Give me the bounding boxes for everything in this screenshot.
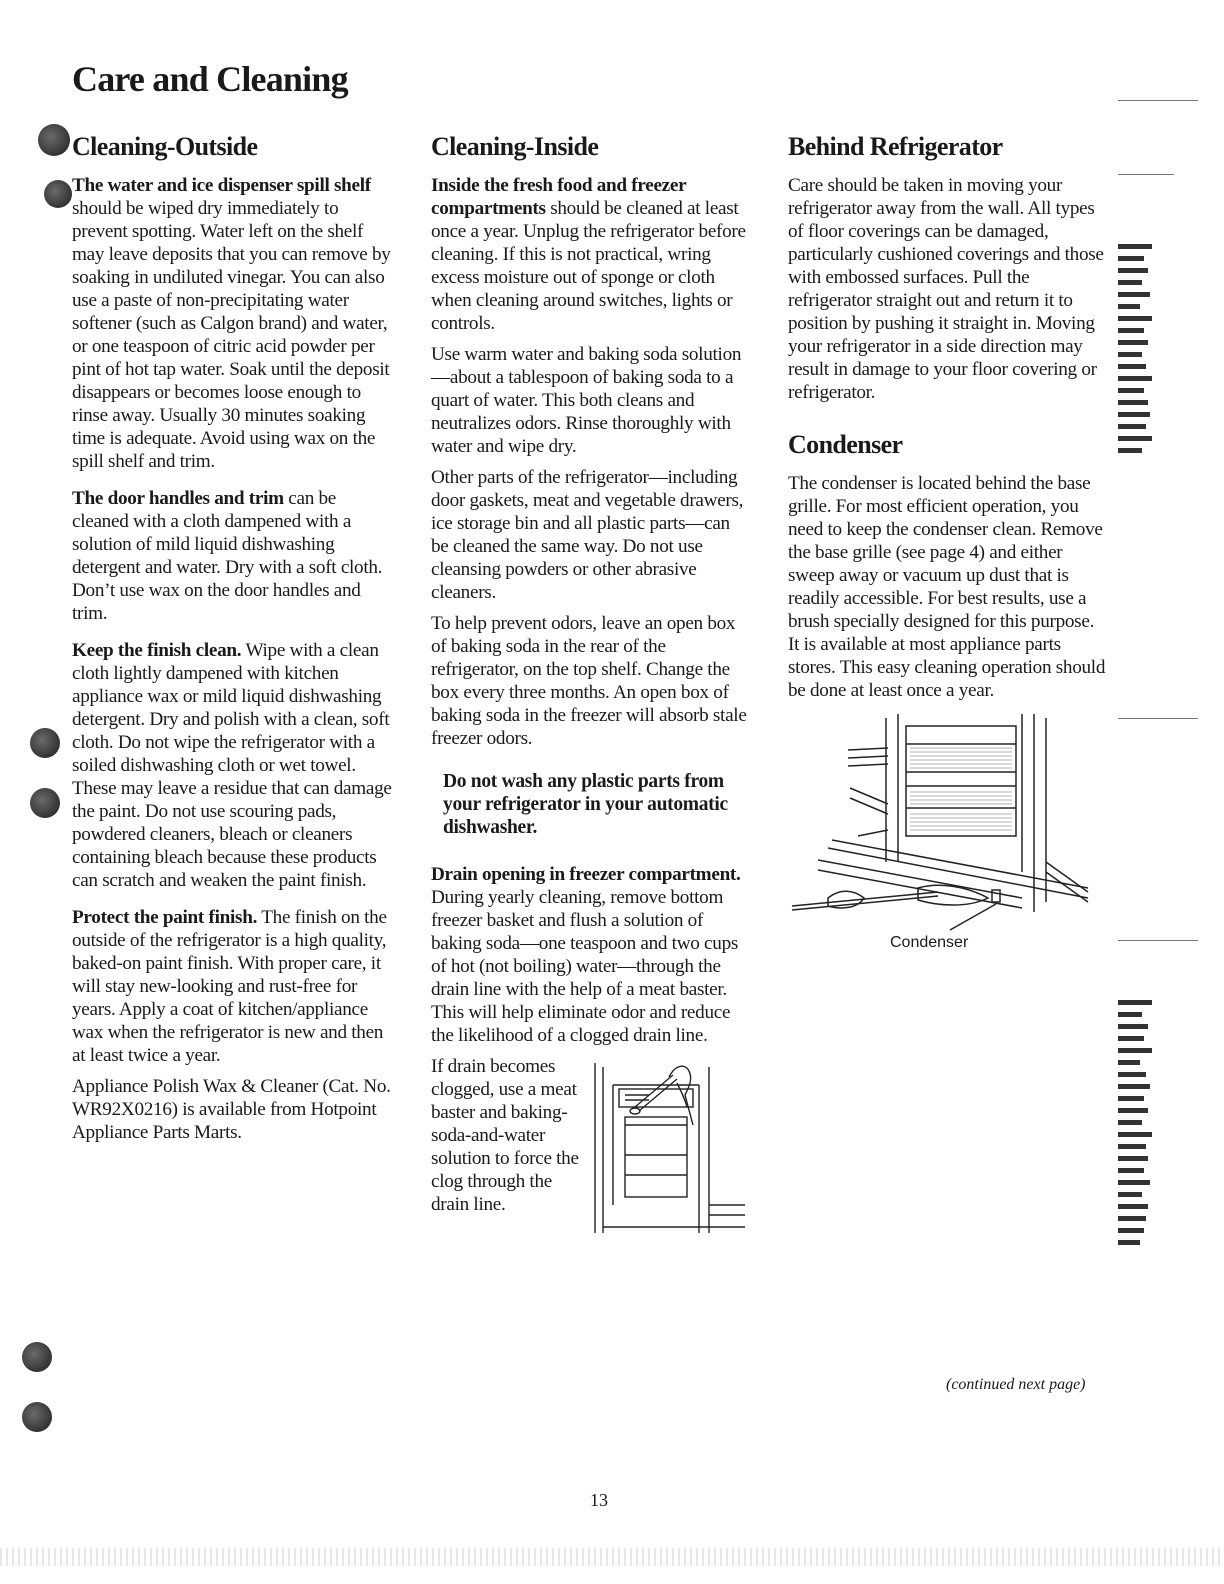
- margin-rule: [1118, 100, 1198, 101]
- margin-marks: [1118, 244, 1164, 460]
- bullet-dot-icon: [38, 124, 70, 156]
- section-heading-behind: Behind Refrigerator: [788, 132, 1003, 161]
- paragraph: Other parts of the refrigerator—including door gaskets, meat and vegetable drawers, ice storage bin and all plastic parts—can be cleaned the same way. Do not use cleansing powders or other abrasive cleaners.: [431, 467, 744, 603]
- continued-note: (continued next page): [946, 1376, 1086, 1393]
- section-heading-condenser: Condenser: [788, 430, 903, 459]
- bullet-dot-icon: [22, 1342, 52, 1372]
- margin-rule: [1118, 174, 1174, 175]
- cleaning-outside-section: [72, 132, 392, 1152]
- paragraph: Keep the finish clean. Wipe with a clean cloth lightly dampened with kitchen appliance wax or mild liquid dishwashing detergent. Dry and polish with a clean, soft cloth. Do not wipe the refrigerator with a soiled dishwashing cloth or wet towel. These may leave a residue that can damage the paint. Do not use scouring pads, powdered cleaners, bleach or cleaners containing bleach because these products can scratch and weaken the paint finish.: [72, 640, 392, 891]
- drain-block: [431, 1055, 751, 1245]
- condenser-figure: [788, 712, 1098, 962]
- section-heading-inside: Cleaning-Inside: [431, 132, 599, 161]
- condenser-illustration: [788, 712, 1098, 932]
- paragraph: To help prevent odors, leave an open box of baking soda in the rear of the refrigerator, on the top shelf. Change the box every three months. An open box of baking soda in the freezer will absorb stale freezer odors.: [431, 613, 747, 749]
- warning-note: Do not wash any plastic parts from your refrigerator in your automatic dishwasher.: [443, 771, 728, 838]
- paragraph: Protect the paint finish. The finish on the outside of the refrigerator is a high quality, baked-on paint finish. With proper care, it will stay new-looking and rust-free for years. Apply a coat of kitchen/appliance wax when the refrigerator is new and then at least twice a year.: [72, 907, 387, 1066]
- bullet-dot-icon: [44, 180, 72, 208]
- drain-illustration: [589, 1055, 745, 1235]
- paragraph: The condenser is located behind the base grille. For most efficient operation, you need to keep the condenser clean. Remove the base grille (see page 4) and either sweep away or vacuum up dust that is readily accessible. For best results, use a brush specially designed for this purpose. It is available at most appliance parts stores. This easy cleaning operation should be done at least once a year.: [788, 473, 1106, 701]
- paragraph: Use warm water and baking soda solution—about a tablespoon of baking soda to a quart of water. This both cleans and neutralizes odors. Rinse thoroughly with water and wipe dry.: [431, 344, 742, 457]
- paragraph: The water and ice dispenser spill shelf should be wiped dry immediately to prevent spotting. Water left on the shelf may leave deposits that you can remove by soaking in undiluted vinegar. You can also use a paste of non-precipitating water softener (such as Calgon brand) and water, or one teaspoon of citric acid powder per pint of hot tap water. Soak until the deposit disappears or becomes loose enough to rinse away. Usually 30 minutes soaking time is adequate. Avoid using wax on the spill shelf and trim.: [72, 175, 391, 472]
- paragraph: If drain becomes clogged, use a meat baster and baking-soda-and-water solution to force the clog through the drain line.: [431, 1056, 579, 1215]
- margin-rule: [1118, 940, 1198, 941]
- cleaning-inside-section: [431, 132, 751, 1245]
- page-number: 13: [590, 1490, 608, 1510]
- margin-rule: [1118, 718, 1198, 719]
- page-title: Care and Cleaning: [72, 59, 348, 99]
- bullet-dot-icon: [30, 728, 60, 758]
- condenser-label: Condenser: [890, 934, 969, 951]
- bullet-dot-icon: [22, 1402, 52, 1432]
- paragraph: Inside the fresh food and freezer compartments should be cleaned at least once a year. Unplug the refrigerator before cleaning. If this is not practical, wring excess moisture out of sponge or cloth when cleaning around switches, lights or controls.: [431, 175, 746, 334]
- paragraph: Appliance Polish Wax & Cleaner (Cat. No. WR92X0216) is available from Hotpoint Appliance Parts Marts.: [72, 1076, 391, 1143]
- paragraph: The door handles and trim can be cleaned with a cloth dampened with a solution of mild liquid dishwashing detergent and water. Dry with a soft cloth. Don’t use wax on the door handles and trim.: [72, 488, 383, 624]
- paragraph: Drain opening in freezer compartment. During yearly cleaning, remove bottom freezer basket and flush a solution of baking soda—one teaspoon and two cups of hot (not boiling) water—through the drain line with the help of a meat baster. This will help eliminate odor and reduce the likelihood of a clogged drain line.: [431, 864, 741, 1046]
- paragraph: Care should be taken in moving your refrigerator away from the wall. All types of floor coverings can be damaged, particularly cushioned coverings and those with embossed surfaces. Pull the refrigerator straight out and return it to position by pushing it straight in. Moving your refrigerator in a side direction may result in damage to your floor covering or refrigerator.: [788, 175, 1104, 403]
- margin-marks: [1118, 1000, 1164, 1252]
- behind-refrigerator-section: [788, 132, 1108, 962]
- bullet-dot-icon: [30, 788, 60, 818]
- scan-noise: [0, 1548, 1224, 1566]
- section-heading-outside: Cleaning-Outside: [72, 132, 258, 161]
